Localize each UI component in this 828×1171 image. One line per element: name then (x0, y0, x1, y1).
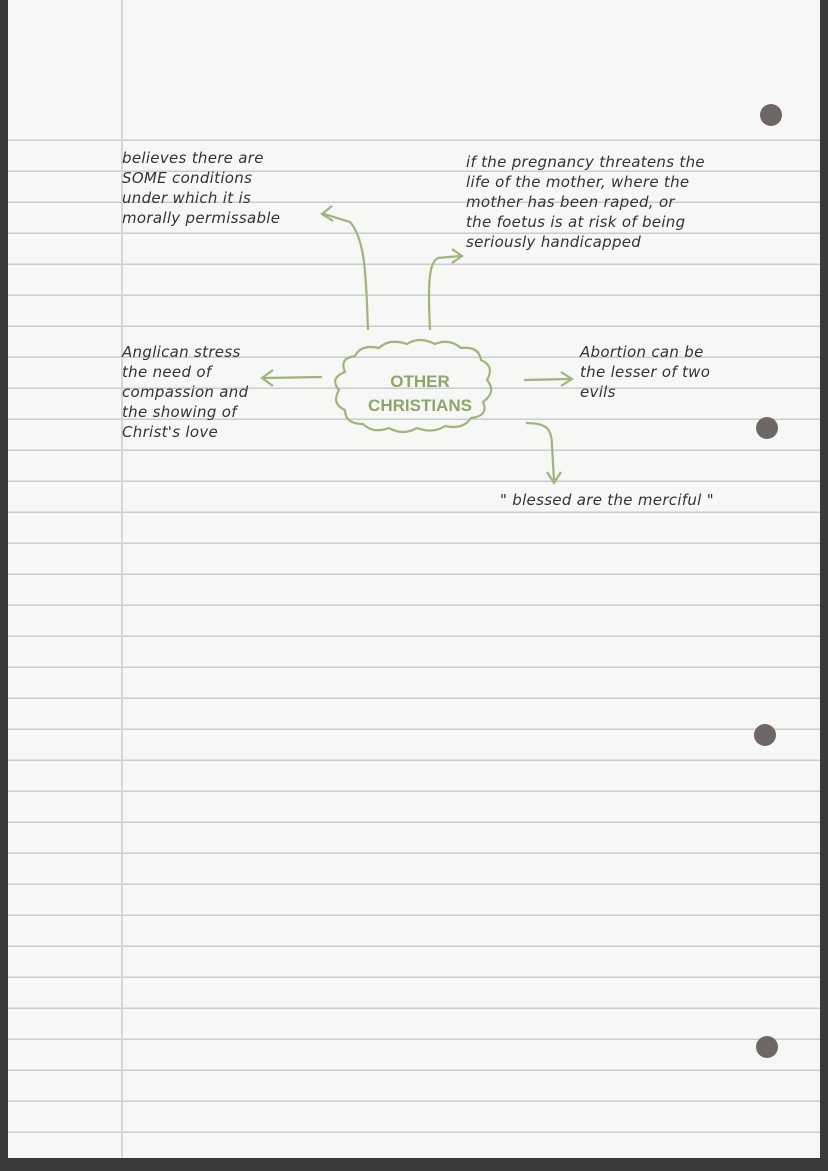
arrow-to-bottom (526, 423, 554, 480)
note-top-left: believes there are SOME conditions under which it is morally permissable (122, 149, 281, 227)
arrow-to-top-left (324, 214, 368, 330)
note-bottom-quote: " blessed are the merciful " (500, 491, 714, 509)
center-topic: OTHER CHRISTIANS (368, 372, 472, 415)
arrow-to-mid-right (524, 379, 570, 380)
note-mid-left: Anglican stress the need of compassion and the showing of Christ's love (122, 343, 249, 441)
note-mid-right: Abortion can be the lesser of two evils (580, 343, 711, 401)
arrow-to-top-right (429, 256, 460, 330)
note-top-right: if the pregnancy threatens the life of the mother, where the mother has been raped, or the foetus is at risk of being seriously handicapped (466, 153, 705, 251)
